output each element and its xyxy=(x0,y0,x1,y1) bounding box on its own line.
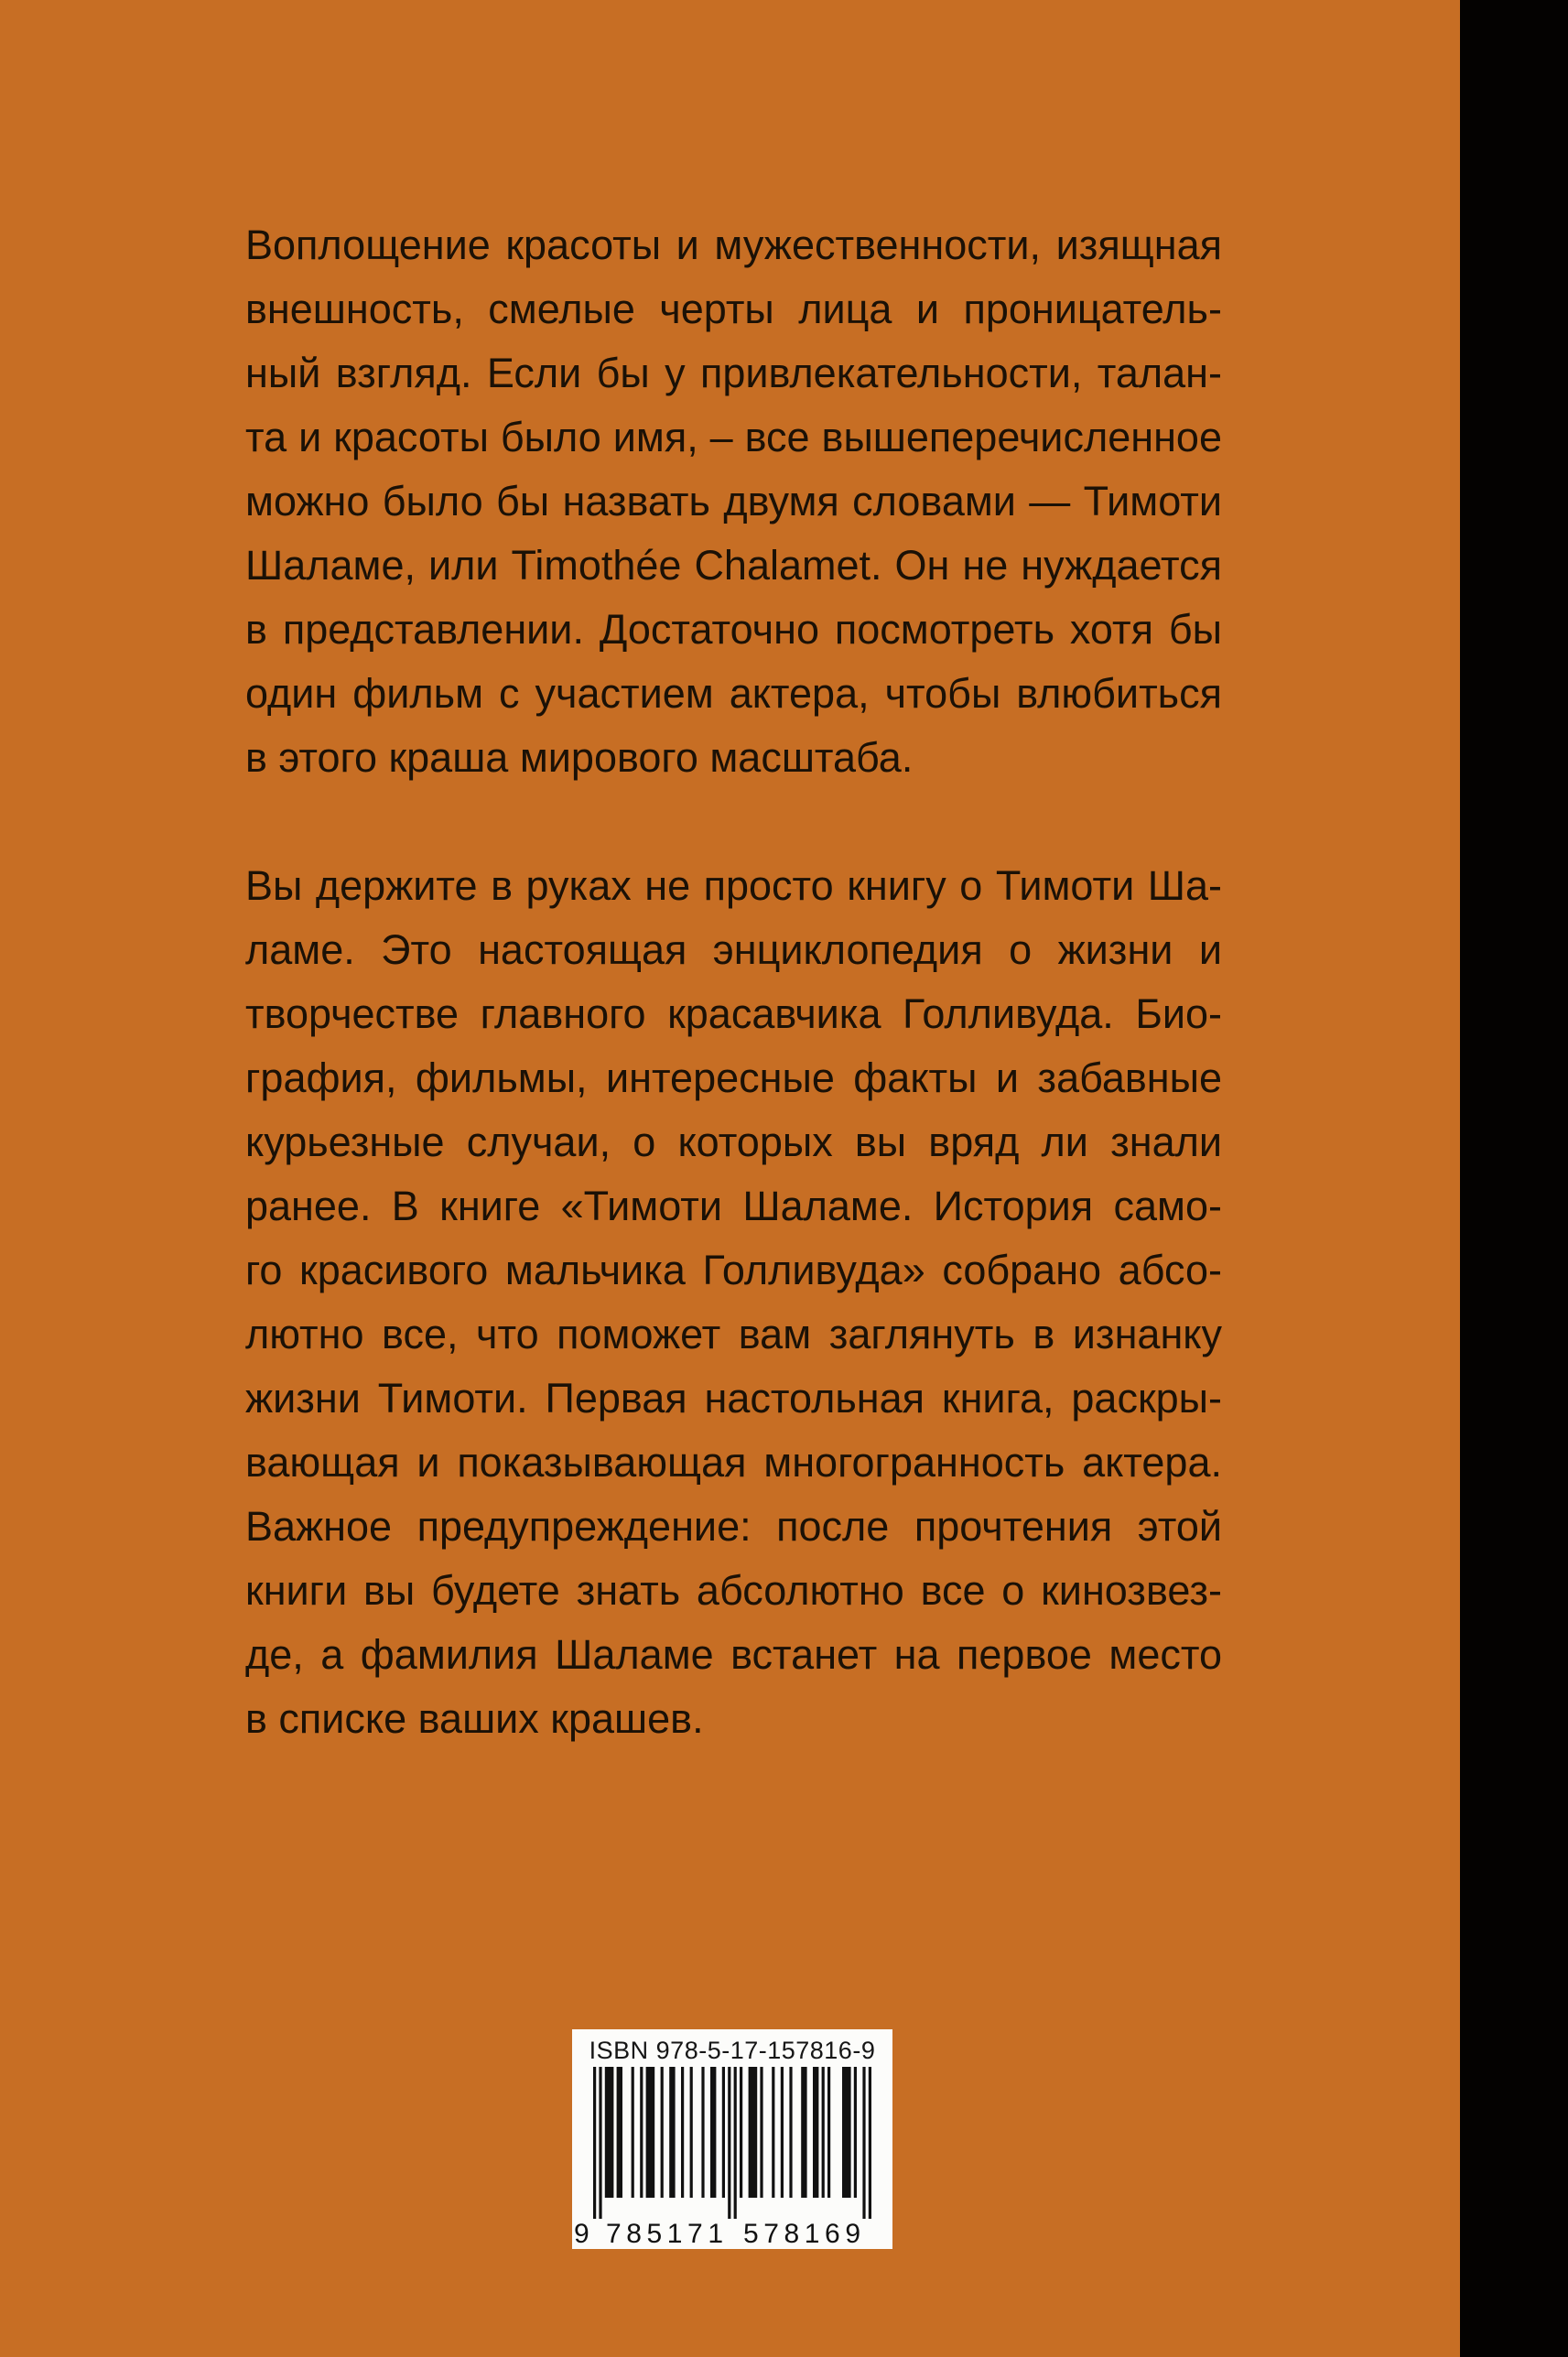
annotation-line: го красивого мальчика Голливуда» собрано абсо- xyxy=(245,1247,1222,1293)
annotation-line: один фильм с участием актера, чтобы влюбиться xyxy=(245,670,1222,717)
svg-text:9: 9 xyxy=(574,2219,589,2249)
annotation-line: ламе. Это настоящая энциклопедия о жизни и xyxy=(245,926,1222,973)
annotation-line: курьезные случаи, о которых вы вряд ли знали xyxy=(245,1119,1222,1165)
ean13-barcode xyxy=(572,2067,892,2249)
isbn-label: ISBN 978-5-17-157816-9 xyxy=(589,2037,876,2064)
annotation-line: ный взгляд. Если бы у привлекательности, талан- xyxy=(245,350,1222,396)
annotation-line: внешность, смелые черты лица и проницатель- xyxy=(245,286,1222,332)
annotation-line: Воплощение красоты и мужественности, изящная xyxy=(245,222,1222,268)
annotation-line: книги вы будете знать абсолютно все о кинозвез- xyxy=(245,1567,1222,1614)
svg-text:785171: 785171 xyxy=(606,2219,723,2249)
annotation-line: Вы держите в руках не просто книгу о Тимоти Ша- xyxy=(245,862,1222,909)
annotation-line: вающая и показывающая многогранность актера. xyxy=(245,1439,1222,1486)
annotation-line: ранее. В книге «Тимоти Шаламе. История само- xyxy=(245,1183,1222,1229)
annotation-line: Шаламе, или Timothée Chalamet. Он не нуждается xyxy=(245,542,1222,589)
isbn-barcode-panel xyxy=(572,2029,892,2249)
annotation-line: жизни Тимоти. Первая настольная книга, раскры- xyxy=(245,1375,1222,1422)
annotation-line: в представлении. Достаточно посмотреть хотя бы xyxy=(245,606,1222,653)
annotation-line: Важное предупреждение: после прочтения этой xyxy=(245,1503,1222,1550)
annotation-line: де, а фамилия Шаламе встанет на первое место xyxy=(245,1631,1222,1678)
right-black-band xyxy=(1460,0,1568,2357)
annotation-line: графия, фильмы, интересные факты и забавные xyxy=(245,1054,1222,1101)
annotation-line: та и красоты было имя, – все вышеперечисленное xyxy=(245,414,1222,460)
annotation-line: в списке ваших крашев. xyxy=(245,1695,704,1742)
svg-text:578169: 578169 xyxy=(743,2219,860,2249)
annotation-line: можно было бы назвать двумя словами — Тимоти xyxy=(245,478,1222,524)
annotation-line: в этого краша мирового масштаба. xyxy=(245,734,914,781)
annotation-paragraph xyxy=(245,854,1222,1751)
annotation-paragraph xyxy=(245,213,1222,790)
annotation-line: творчестве главного красавчика Голливуда. Био- xyxy=(245,990,1222,1037)
annotation xyxy=(245,213,1222,1751)
annotation-line: лютно все, что поможет вам заглянуть в изнанку xyxy=(245,1311,1222,1357)
